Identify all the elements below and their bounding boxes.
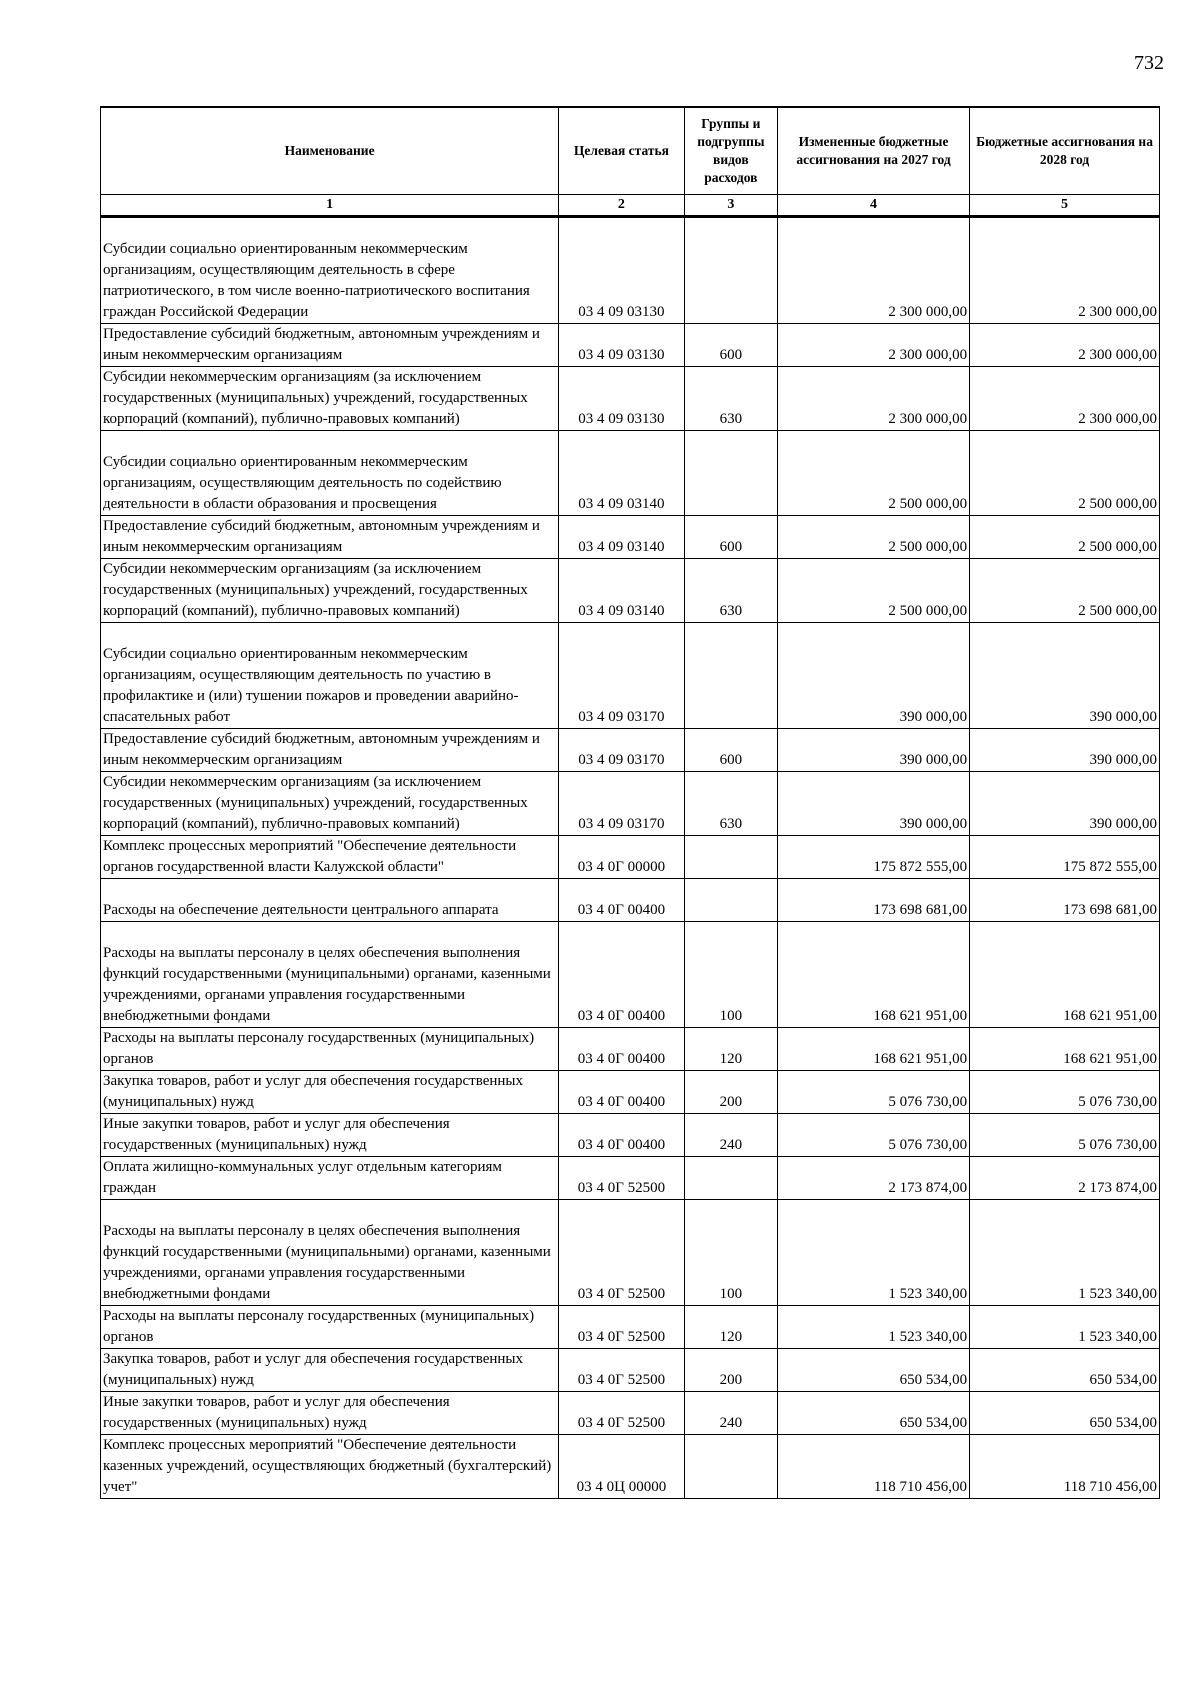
table-row [101, 324, 1160, 367]
row-expense-group: 120 [684, 1028, 777, 1071]
row-expense-group: 630 [684, 367, 777, 431]
row-name: Предоставление субсидий бюджетным, автономным учреждениям и иным некоммерческим организациям [101, 729, 559, 772]
row-target-article: 03 4 09 03130 [559, 217, 685, 324]
row-amount-2027: 2 173 874,00 [778, 1157, 970, 1200]
row-amount-2028: 168 621 951,00 [970, 1028, 1160, 1071]
row-name: Расходы на обеспечение деятельности центрального аппарата [101, 879, 559, 922]
row-amount-2028: 2 500 000,00 [970, 516, 1160, 559]
row-target-article: 03 4 0Ц 00000 [559, 1435, 685, 1499]
page-number: 732 [1134, 52, 1164, 74]
row-target-article: 03 4 09 03140 [559, 516, 685, 559]
row-expense-group: 630 [684, 772, 777, 836]
row-amount-2028: 390 000,00 [970, 623, 1160, 729]
row-target-article: 03 4 0Г 52500 [559, 1157, 685, 1200]
row-target-article: 03 4 09 03170 [559, 772, 685, 836]
header-number: 1 [101, 195, 559, 217]
row-name: Предоставление субсидий бюджетным, автономным учреждениям и иным некоммерческим организациям [101, 516, 559, 559]
row-target-article: 03 4 0Г 52500 [559, 1392, 685, 1435]
row-amount-2028: 5 076 730,00 [970, 1071, 1160, 1114]
row-amount-2028: 118 710 456,00 [970, 1435, 1160, 1499]
table-row [101, 1392, 1160, 1435]
row-amount-2027: 2 300 000,00 [778, 367, 970, 431]
table-row [101, 1306, 1160, 1349]
header-amount-2027: Измененные бюджетные ассигнования на 2027 год [778, 107, 970, 195]
row-amount-2027: 2 500 000,00 [778, 559, 970, 623]
row-expense-group: 240 [684, 1392, 777, 1435]
row-expense-group: 600 [684, 324, 777, 367]
row-name: Закупка товаров, работ и услуг для обеспечения государственных (муниципальных) нужд [101, 1349, 559, 1392]
row-amount-2027: 2 500 000,00 [778, 431, 970, 516]
row-name: Комплекс процессных мероприятий "Обеспечение деятельности казенных учреждений, осуществляющих бюджетный (бухгалтерский) учет" [101, 1435, 559, 1499]
row-target-article: 03 4 0Г 00000 [559, 836, 685, 879]
row-name: Предоставление субсидий бюджетным, автономным учреждениям и иным некоммерческим организациям [101, 324, 559, 367]
row-expense-group [684, 879, 777, 922]
row-amount-2028: 390 000,00 [970, 772, 1160, 836]
row-expense-group [684, 431, 777, 516]
row-target-article: 03 4 0Г 52500 [559, 1306, 685, 1349]
row-target-article: 03 4 09 03170 [559, 729, 685, 772]
row-amount-2028: 175 872 555,00 [970, 836, 1160, 879]
row-name: Расходы на выплаты персоналу государственных (муниципальных) органов [101, 1306, 559, 1349]
row-expense-group: 120 [684, 1306, 777, 1349]
row-target-article: 03 4 0Г 00400 [559, 1114, 685, 1157]
row-amount-2028: 2 173 874,00 [970, 1157, 1160, 1200]
row-name: Субсидии социально ориентированным некоммерческим организациям, осуществляющим деятельность по участию в профилактике и (или) тушении пожаров и проведении аварийно-спасательных работ [101, 623, 559, 729]
table-row [101, 217, 1160, 324]
row-expense-group: 200 [684, 1349, 777, 1392]
row-name: Комплекс процессных мероприятий "Обеспечение деятельности органов государственной власти Калужской области" [101, 836, 559, 879]
row-amount-2027: 5 076 730,00 [778, 1071, 970, 1114]
row-amount-2027: 650 534,00 [778, 1392, 970, 1435]
row-amount-2028: 2 300 000,00 [970, 324, 1160, 367]
row-amount-2028: 650 534,00 [970, 1349, 1160, 1392]
row-target-article: 03 4 0Г 00400 [559, 879, 685, 922]
row-amount-2027: 1 523 340,00 [778, 1200, 970, 1306]
header-target-article: Целевая статья [559, 107, 685, 195]
header-name: Наименование [101, 107, 559, 195]
row-amount-2027: 173 698 681,00 [778, 879, 970, 922]
row-expense-group [684, 1435, 777, 1499]
row-amount-2027: 390 000,00 [778, 623, 970, 729]
table-row [101, 1028, 1160, 1071]
row-expense-group: 100 [684, 922, 777, 1028]
row-amount-2028: 1 523 340,00 [970, 1200, 1160, 1306]
row-target-article: 03 4 0Г 00400 [559, 1071, 685, 1114]
row-expense-group: 100 [684, 1200, 777, 1306]
row-expense-group [684, 1157, 777, 1200]
row-name: Расходы на выплаты персоналу в целях обеспечения выполнения функций государственными (муниципальными) органами, казенными учреждениями, органами управления государственными внебюджетными фондами [101, 922, 559, 1028]
row-amount-2028: 2 500 000,00 [970, 431, 1160, 516]
row-expense-group: 600 [684, 729, 777, 772]
row-expense-group: 240 [684, 1114, 777, 1157]
row-name: Субсидии некоммерческим организациям (за исключением государственных (муниципальных) учреждений, государственных корпораций (компаний), публично-правовых компаний) [101, 559, 559, 623]
row-name: Иные закупки товаров, работ и услуг для обеспечения государственных (муниципальных) нужд [101, 1392, 559, 1435]
row-amount-2027: 390 000,00 [778, 729, 970, 772]
table-row [101, 559, 1160, 623]
row-expense-group [684, 836, 777, 879]
table-row [101, 1157, 1160, 1200]
row-amount-2027: 5 076 730,00 [778, 1114, 970, 1157]
table-row [101, 879, 1160, 922]
row-target-article: 03 4 09 03130 [559, 367, 685, 431]
row-amount-2028: 2 300 000,00 [970, 217, 1160, 324]
row-amount-2028: 390 000,00 [970, 729, 1160, 772]
row-amount-2027: 118 710 456,00 [778, 1435, 970, 1499]
row-amount-2028: 2 300 000,00 [970, 367, 1160, 431]
row-target-article: 03 4 09 03130 [559, 324, 685, 367]
table-row [101, 516, 1160, 559]
row-expense-group: 600 [684, 516, 777, 559]
table-body [101, 217, 1160, 1499]
table-row [101, 1114, 1160, 1157]
table-row [101, 836, 1160, 879]
table-row [101, 1349, 1160, 1392]
row-target-article: 03 4 0Г 52500 [559, 1349, 685, 1392]
row-expense-group [684, 217, 777, 324]
row-name: Расходы на выплаты персоналу государственных (муниципальных) органов [101, 1028, 559, 1071]
row-name: Субсидии социально ориентированным некоммерческим организациям, осуществляющим деятельность по содействию деятельности в области образования и просвещения [101, 431, 559, 516]
row-amount-2027: 175 872 555,00 [778, 836, 970, 879]
row-amount-2027: 2 300 000,00 [778, 324, 970, 367]
row-target-article: 03 4 0Г 52500 [559, 1200, 685, 1306]
row-amount-2027: 2 300 000,00 [778, 217, 970, 324]
row-amount-2027: 2 500 000,00 [778, 516, 970, 559]
header-number: 3 [684, 195, 777, 217]
table-row [101, 623, 1160, 729]
row-amount-2027: 168 621 951,00 [778, 922, 970, 1028]
row-target-article: 03 4 09 03140 [559, 431, 685, 516]
row-name: Иные закупки товаров, работ и услуг для обеспечения государственных (муниципальных) нужд [101, 1114, 559, 1157]
row-target-article: 03 4 09 03170 [559, 623, 685, 729]
row-expense-group [684, 623, 777, 729]
row-expense-group: 630 [684, 559, 777, 623]
row-amount-2028: 5 076 730,00 [970, 1114, 1160, 1157]
table-row [101, 431, 1160, 516]
table-row [101, 1071, 1160, 1114]
header-number: 4 [778, 195, 970, 217]
row-name: Субсидии социально ориентированным некоммерческим организациям, осуществляющим деятельность в сфере патриотического, в том числе военно-патриотического воспитания граждан Российской Федерации [101, 217, 559, 324]
row-amount-2028: 2 500 000,00 [970, 559, 1160, 623]
header-number: 2 [559, 195, 685, 217]
row-target-article: 03 4 09 03140 [559, 559, 685, 623]
row-target-article: 03 4 0Г 00400 [559, 1028, 685, 1071]
row-name: Субсидии некоммерческим организациям (за исключением государственных (муниципальных) учреждений, государственных корпораций (компаний), публично-правовых компаний) [101, 367, 559, 431]
row-name: Закупка товаров, работ и услуг для обеспечения государственных (муниципальных) нужд [101, 1071, 559, 1114]
row-amount-2027: 1 523 340,00 [778, 1306, 970, 1349]
table-row [101, 367, 1160, 431]
row-name: Оплата жилищно-коммунальных услуг отдельным категориям граждан [101, 1157, 559, 1200]
header-expense-group: Группы и подгруппы видов расходов [684, 107, 777, 195]
header-amount-2028: Бюджетные ассигнования на 2028 год [970, 107, 1160, 195]
row-target-article: 03 4 0Г 00400 [559, 922, 685, 1028]
row-amount-2028: 650 534,00 [970, 1392, 1160, 1435]
row-name: Расходы на выплаты персоналу в целях обеспечения выполнения функций государственными (муниципальными) органами, казенными учреждениями, органами управления государственными внебюджетными фондами [101, 1200, 559, 1306]
table-row [101, 1435, 1160, 1499]
row-amount-2027: 168 621 951,00 [778, 1028, 970, 1071]
row-expense-group: 200 [684, 1071, 777, 1114]
row-amount-2027: 390 000,00 [778, 772, 970, 836]
row-amount-2028: 168 621 951,00 [970, 922, 1160, 1028]
row-name: Субсидии некоммерческим организациям (за исключением государственных (муниципальных) учреждений, государственных корпораций (компаний), публично-правовых компаний) [101, 772, 559, 836]
table-row [101, 772, 1160, 836]
row-amount-2027: 650 534,00 [778, 1349, 970, 1392]
table-row [101, 1200, 1160, 1306]
table-row [101, 729, 1160, 772]
budget-table [100, 106, 1160, 1499]
row-amount-2028: 173 698 681,00 [970, 879, 1160, 922]
row-amount-2028: 1 523 340,00 [970, 1306, 1160, 1349]
table-row [101, 922, 1160, 1028]
header-number: 5 [970, 195, 1160, 217]
